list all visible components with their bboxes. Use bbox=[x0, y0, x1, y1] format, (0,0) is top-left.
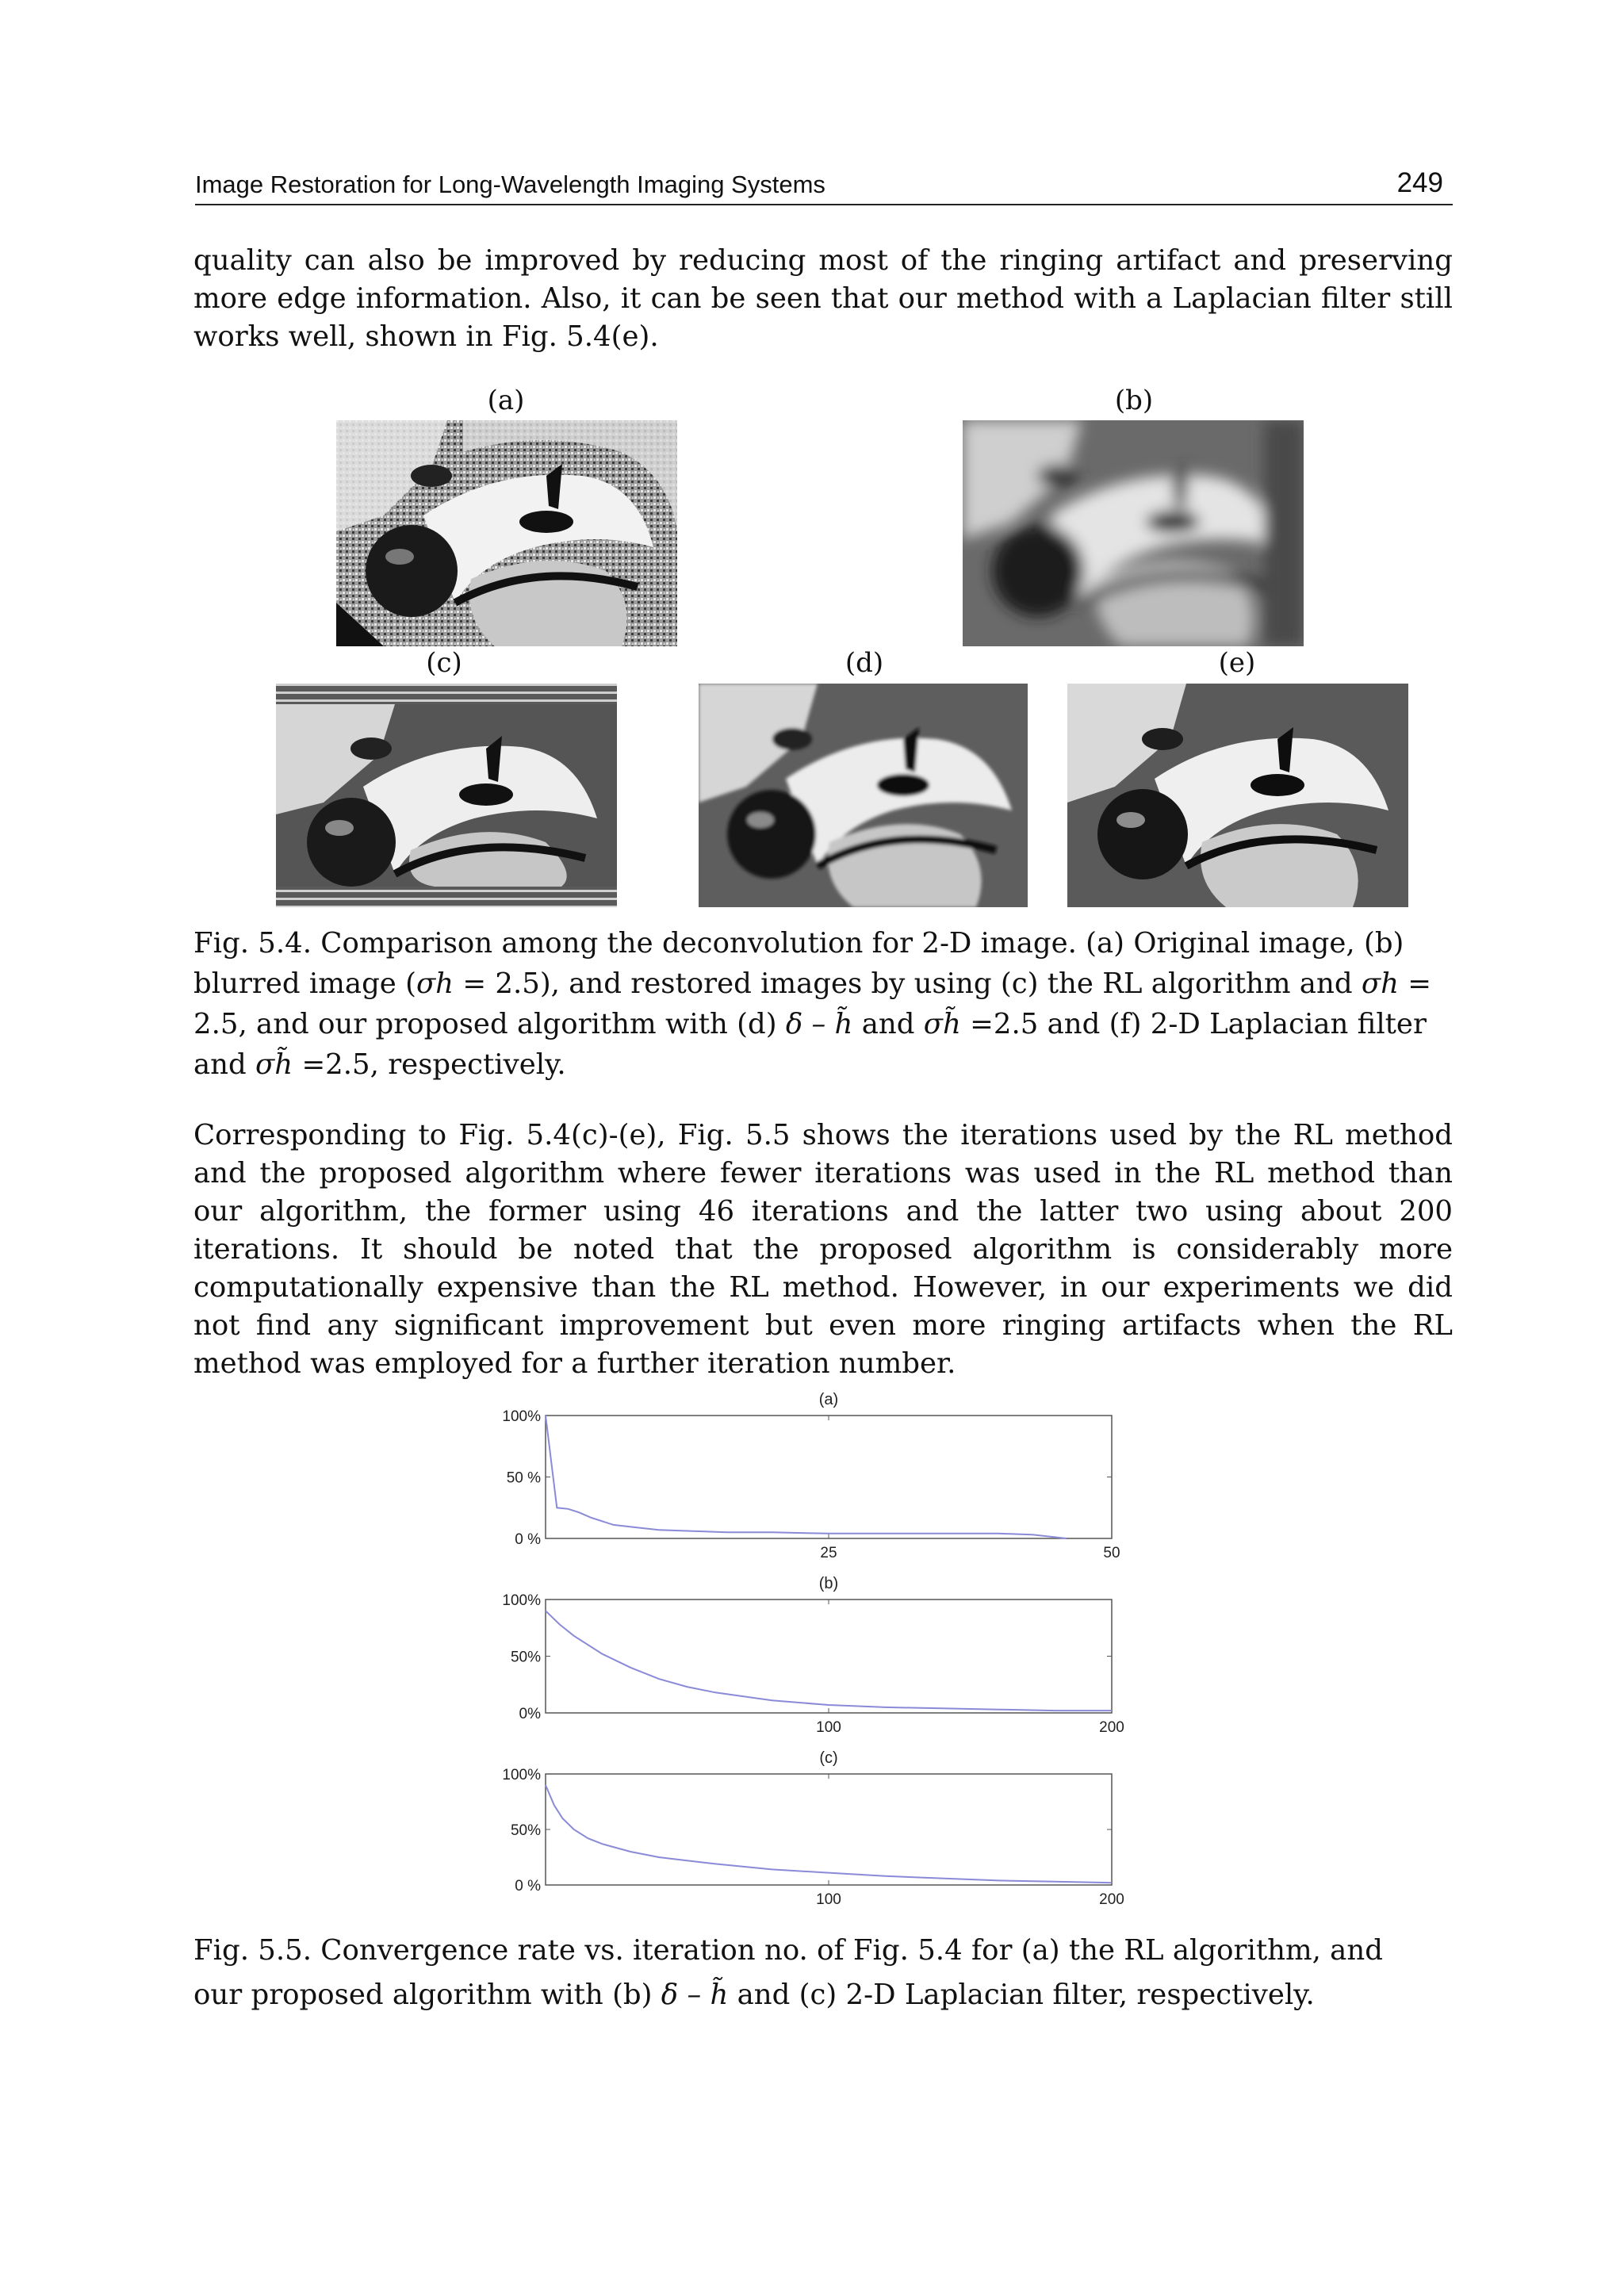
plot-a-frame bbox=[546, 1416, 1112, 1538]
paragraph-1-text: quality can also be improved by reducing most of the ringing artifact and preserving more edge information. Also, it can be seen that our method with a Laplacian filter still works well, shown in Fig. 5.4(e). bbox=[193, 244, 1453, 353]
plot-b-frame bbox=[546, 1599, 1112, 1713]
fig55-caption bbox=[193, 1929, 1431, 2017]
plot-b-ytick-label: 50% bbox=[510, 1649, 541, 1666]
fig54-image-c bbox=[276, 684, 617, 907]
fig54-caption-part4: =2.5 and (f) 2-D Laplacian filter and bbox=[193, 1008, 1427, 1081]
fig54-label-e: (e) bbox=[1218, 647, 1256, 679]
fig54-image-a bbox=[336, 420, 677, 646]
fig54-caption-part5: =2.5, respectively. bbox=[293, 1048, 566, 1081]
plot-c-ytick-label: 100% bbox=[502, 1767, 541, 1783]
fig54-caption-part2: = 2.5), and restored images by using (c) the RL algorithm and bbox=[454, 967, 1362, 1000]
plot-c-series-line bbox=[546, 1785, 1112, 1883]
plot-a-title: (a) bbox=[818, 1391, 839, 1408]
fig55-caption-part2: and (c) 2-D Laplacian filter, respectively. bbox=[728, 1979, 1315, 2011]
fig54-caption-and: and bbox=[852, 1008, 924, 1040]
fig54-caption-delta-h: δ – h̃ bbox=[785, 1008, 853, 1040]
fig55-charts bbox=[476, 1376, 1158, 1915]
fig54-caption-sigma-htilde-2: σh̃ bbox=[255, 1048, 293, 1081]
fig55-caption-part1: Fig. 5.5. Convergence rate vs. iteration no. of Fig. 5.4 for (a) the RL algorithm, and our proposed algorithm with (b) bbox=[193, 1934, 1383, 2011]
paragraph-2 bbox=[193, 1117, 1453, 1383]
paragraph-1 bbox=[193, 242, 1453, 356]
plot-a-xtick-label: 50 bbox=[1103, 1545, 1120, 1561]
fig54-label-a: (a) bbox=[487, 385, 525, 416]
fig54-caption bbox=[193, 923, 1462, 1085]
plot-c-title: (c) bbox=[819, 1749, 838, 1767]
fig54-label-c: (c) bbox=[426, 647, 462, 679]
fig54-caption-part1: Fig. 5.4. Comparison among the deconvolution for 2-D image. (a) Original image, (b) blurred image ( bbox=[193, 927, 1404, 1000]
fig54-image-b bbox=[963, 420, 1304, 646]
plot-c-ytick-label: 50% bbox=[510, 1822, 541, 1839]
page-number: 249 bbox=[1396, 167, 1443, 198]
plot-a-series-line bbox=[546, 1416, 1067, 1538]
plot-b-xtick-label: 100 bbox=[816, 1719, 841, 1736]
plot-a-ytick-label: 50 % bbox=[506, 1469, 541, 1487]
fig54-label-b: (b) bbox=[1114, 385, 1154, 416]
fig54-caption-sigma-h-1: σh bbox=[416, 967, 454, 1000]
plot-b-ytick-label: 0% bbox=[519, 1706, 541, 1722]
running-title: Image Restoration for Long-Wavelength Imaging Systems bbox=[195, 170, 825, 198]
plot-c-xtick-label: 100 bbox=[816, 1891, 841, 1908]
fig54-caption-part3: = 2.5, and our proposed algorithm with (d) bbox=[193, 967, 1431, 1040]
plot-a-ytick-label: 100% bbox=[502, 1408, 541, 1425]
plot-b-series-line bbox=[546, 1611, 1112, 1711]
plot-c-frame bbox=[546, 1774, 1112, 1885]
fig55-caption-delta-h: δ – h̃ bbox=[661, 1979, 729, 2011]
fig54-image-d bbox=[699, 684, 1028, 907]
paragraph-2-text: Corresponding to Fig. 5.4(c)-(e), Fig. 5.5 shows the iterations used by the RL method and the proposed algorithm where fewer iterations was used in the RL method than our algorithm, the former using 46 iterations and the latter two using about 200 iterations. It should be noted that the proposed algorithm is considerably more computationally expensive than the RL method. However, in our experiments we did not find any significant improvement but even more ringing artifacts when the RL method was employed for a further iteration number. bbox=[193, 1119, 1453, 1380]
fig54-caption-sigma-h-2: σh bbox=[1361, 967, 1399, 1000]
fig54-label-d: (d) bbox=[845, 647, 884, 679]
page-header bbox=[195, 164, 1453, 205]
plot-a-ytick-label: 0 % bbox=[515, 1531, 541, 1548]
fig54-caption-sigma-htilde-1: σh̃ bbox=[923, 1008, 961, 1040]
plot-a-xtick-label: 25 bbox=[820, 1545, 837, 1561]
fig54-image-e bbox=[1067, 684, 1408, 907]
plot-b-ytick-label: 100% bbox=[502, 1592, 541, 1609]
plot-c-ytick-label: 0 % bbox=[515, 1878, 541, 1894]
plot-b-title: (b) bbox=[818, 1575, 839, 1592]
plot-c-xtick-label: 200 bbox=[1099, 1891, 1124, 1908]
plot-b-xtick-label: 200 bbox=[1099, 1719, 1124, 1736]
